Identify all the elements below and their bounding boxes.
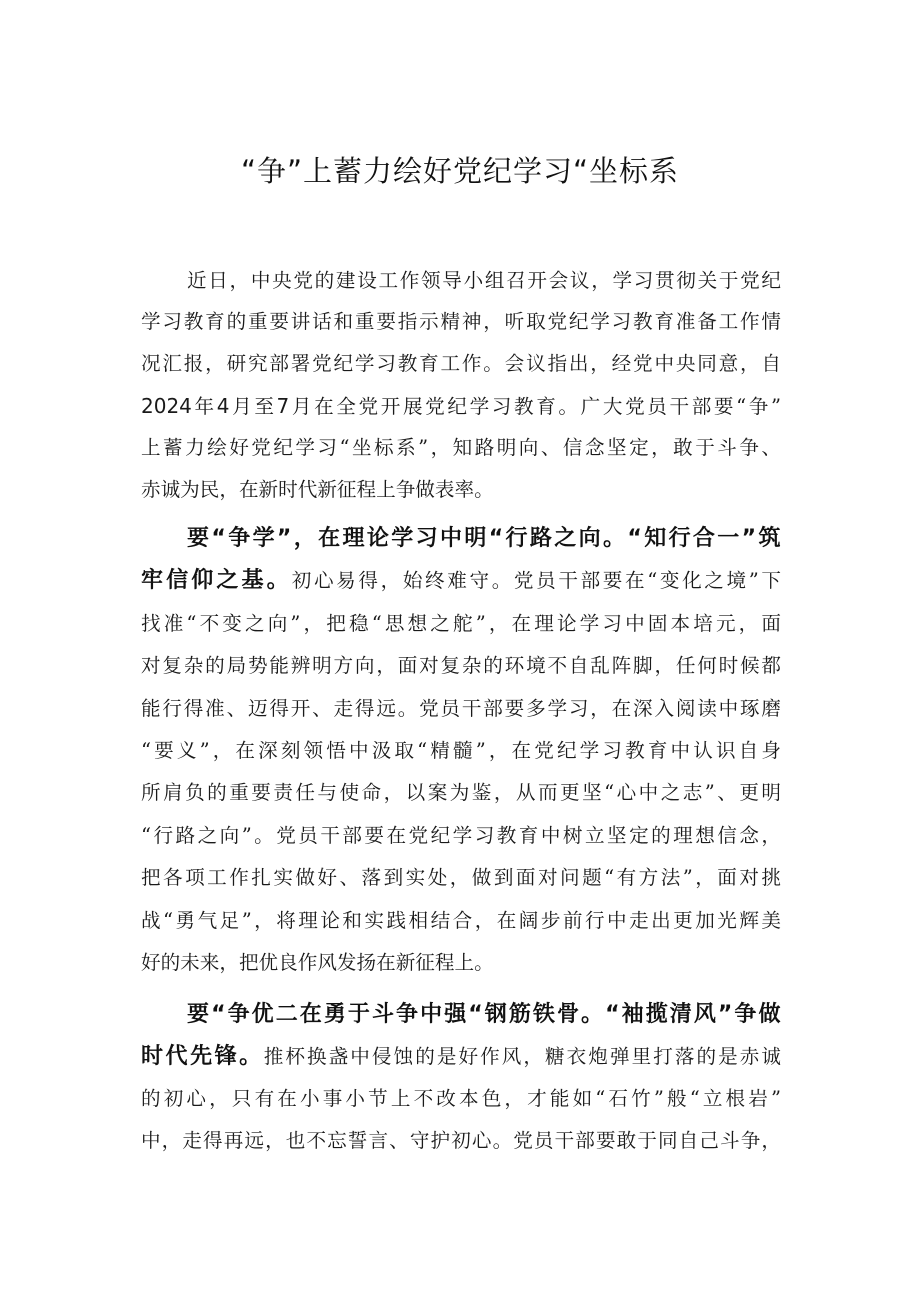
paragraph-line: 所肩负的重要责任与使命，以案为鉴，从而更坚“心中之志”、更明	[141, 781, 781, 804]
paragraph-line: 中，走得再远，也不忘誓言、守护初心。党员干部要敢于同自己斗争，	[141, 1129, 781, 1152]
paragraph-line: 对复杂的局势能辨明方向，面对复杂的环境不自乱阵脚，任何时候都	[141, 654, 781, 677]
paragraph-line: 把各项工作扎实做好、落到实处，做到面对问题“有方法”，面对挑	[141, 866, 781, 889]
paragraph-line	[141, 561, 781, 601]
text-run: 初心易得，始终难守。党员干部要在“变化之境”下	[291, 569, 781, 592]
year-number: 2024	[141, 394, 192, 418]
paragraph-line: 好的未来，把优良作风发扬在新征程上。	[141, 951, 494, 974]
month-number: 7	[276, 394, 290, 418]
text-run: 月至	[229, 395, 277, 418]
text-run: 月在全党开展党纪学习教育。广大党员干部要“争”	[289, 395, 782, 418]
section-heading: 要“争优二在勇于斗争中强“钢筋铁骨。“袖揽清风”争做	[187, 1002, 781, 1027]
paragraph-line: 赤诚为民，在新时代新征程上争做表率。	[141, 478, 494, 501]
text-run: 推杯换盏中侵蚀的是好作风，糖衣炮弹里打落的是赤诚	[263, 1045, 781, 1068]
page-title: “争”上蓄力绘好党纪学习“坐标系	[240, 154, 680, 188]
month-number: 4	[216, 394, 230, 418]
paragraph-line: 况汇报，研究部署党纪学习教育工作。会议指出，经党中央同意，自	[141, 352, 781, 375]
paragraph-line: 上蓄力绘好党纪学习“坐标系”，知路明向、信念坚定，敢于斗争、	[141, 436, 781, 459]
paragraph-line: 能行得准、迈得开、走得远。党员干部要多学习，在深入阅读中琢磨	[141, 697, 781, 720]
paragraph-line: 的初心，只有在小事小节上不改本色，才能如“石竹”般“立根岩”	[141, 1087, 781, 1110]
paragraph-line	[141, 386, 781, 426]
paragraph-line: 战“勇气足”，将理论和实践相结合，在阔步前行中走出更加光辉美	[141, 909, 781, 932]
paragraph-line	[141, 1037, 781, 1077]
paragraph-line: 近日，中央党的建设工作领导小组召开会议，学习贯彻关于党纪	[187, 269, 781, 292]
text-run: 年	[191, 395, 217, 418]
paragraph-line: 找准“不变之向”，把稳“思想之舵”，在理论学习中固本培元，面	[141, 612, 781, 635]
section-heading-tail: 时代先锋。	[141, 1044, 264, 1069]
paragraph-line: “要义”，在深刻领悟中汲取“精髓”，在党纪学习教育中认识自身	[141, 739, 781, 762]
paragraph-line: “行路之向”。党员干部要在党纪学习教育中树立坚定的理想信念，	[141, 824, 781, 847]
paragraph-line: 学习教育的重要讲话和重要指示精神，听取党纪学习教育准备工作情	[141, 310, 781, 333]
section-heading: 要“争学”，在理论学习中明“行路之向。“知行合一”筑	[187, 526, 781, 551]
section-heading-tail: 牢信仰之基。	[141, 568, 292, 593]
